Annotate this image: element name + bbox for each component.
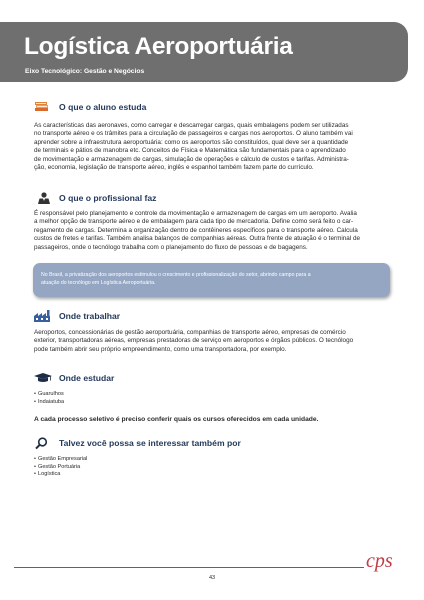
callout-line: atuação do tecnólogo em Logística Aeroportuária. [41,280,156,287]
callout-text [41,271,311,287]
section-text-faz [34,210,394,252]
page-title: Logística Aeroportuária [24,33,293,60]
section-text-trabalhar [34,329,394,354]
section-title-estuda: O que o aluno estuda [59,102,147,112]
text-line: Aeroportos, concessionárias de gestão aeroportuária, companhias de transporte aéreo, empresas de comércio [34,329,346,336]
text-line: As características das aeronaves, como carregar e descarregar cargas, quais embalagens podem ser utilizadas [34,122,349,129]
callout-box [33,263,390,297]
list-item: • Indaiatuba [34,399,64,407]
text-line: aprender sobre a infraestrutura aeroportuária: como os aeroportos são constituídos, qual deve ser a quantidade [34,138,349,146]
text-line: regamento de cargas. Determina a organização dentro de contêineres específicos para o transporte aéreo. Calcula [34,226,358,234]
list-item: • Gestão Empresarial [34,456,87,464]
text-line: É responsável pelo planejamento e controle da movimentação e armazenagem de cargas em um aeroporto. Avalia [34,210,357,217]
text-line: pode também abrir seu próprio empreendimento, como uma transportadora, por exemplo. [34,345,287,353]
section-title-estudar: Onde estudar [59,373,115,383]
section-title-faz: O que o profissional faz [59,193,157,203]
page-number: 43 [208,575,216,581]
section-text-estuda [34,122,394,172]
list-item: • Logística [34,471,87,479]
section-title-trabalhar: Onde trabalhar [59,311,121,321]
footer-rule [14,567,364,568]
campus-list [34,391,64,406]
magnifier-icon [35,437,48,450]
section-title-interessar: Talvez você possa se interessar também por [59,438,241,448]
text-line: de movimentação e armazenagem de cargas, simulação de operações e cálculo de custos e tarifas. Administra- [34,155,349,163]
text-line: de terminais e pátios de manobra etc. Conceitos de Física e Matemática são fundamentais para o aprendizado [34,147,346,155]
books-icon [34,100,50,112]
svg-text:cps: cps [366,550,393,572]
text-line: no transporte aéreo e os trâmites para a circulação de passageiros e cargas nos aeroportos. O aluno também vai [34,130,353,138]
factory-icon [33,309,51,322]
page-subtitle: Eixo Tecnológico: Gestão e Negócios [25,68,145,75]
text-line: a melhor opção de transporte aéreo e de embalagem para cada tipo de mercadoria. Define como será feito o car- [34,218,354,226]
cps-logo [364,548,408,574]
text-line: ção, economia, legislação de transporte aéreo, inglês e espanhol também fazem parte do currículo. [34,164,314,172]
related-courses-list [34,456,87,479]
professional-icon [36,192,52,204]
list-item: • Guarulhos [34,391,64,399]
text-line: exterior, transportadoras aéreas, empresas prestadoras de serviço em aeroportos e órgãos públicos. O tecnólogo [34,337,354,345]
text-line: passageiros, onde o tecnólogo trabalha com o planejamento do fluxo de pessoas e de bagagens. [34,243,308,251]
callout-line: No Brasil, a privatização dos aeroportos estimulou o crescimento e profissionalização do setor, abrindo campo para a [41,272,311,278]
selection-note: A cada processo seletivo é preciso conferir quais os cursos oferecidos em cada unidade. [34,416,319,423]
list-item: • Gestão Portuária [34,464,87,472]
graduation-cap-icon [33,372,53,383]
text-line: custos de fretes e tarifas. Também analisa balanços de companhias aéreas. Outra frente de atuação é o terminal de [34,235,361,243]
